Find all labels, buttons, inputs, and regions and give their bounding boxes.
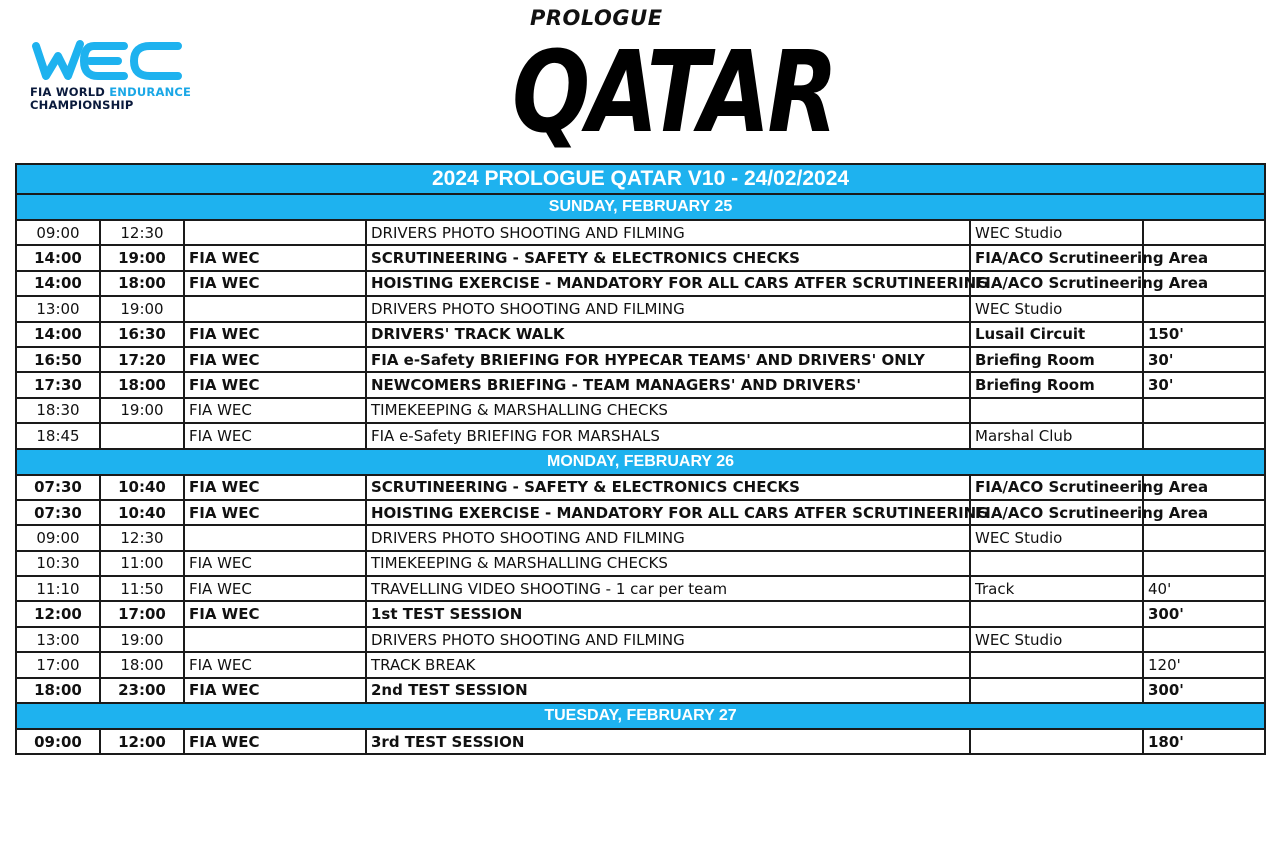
table-row: [16, 729, 1265, 754]
table-row: [16, 627, 1265, 652]
table-row: [16, 220, 1265, 245]
organizer-cell: FIA WEC: [184, 551, 366, 576]
organizer-cell: [184, 296, 366, 321]
start-time-cell: 09:00: [16, 220, 100, 245]
activity-cell: DRIVERS' TRACK WALK: [366, 322, 970, 347]
activity-cell: TRAVELLING VIDEO SHOOTING - 1 car per team: [366, 576, 970, 601]
organizer-cell: FIA WEC: [184, 475, 366, 500]
end-time-cell: 18:00: [100, 271, 184, 296]
end-time-cell: 12:00: [100, 729, 184, 754]
table-row: [16, 576, 1265, 601]
location-cell: WEC Studio: [970, 525, 1143, 550]
start-time-cell: 17:00: [16, 652, 100, 677]
activity-cell: TIMEKEEPING & MARSHALLING CHECKS: [366, 398, 970, 423]
start-time-cell: 16:50: [16, 347, 100, 372]
start-time-cell: 10:30: [16, 551, 100, 576]
organizer-cell: FIA WEC: [184, 423, 366, 448]
activity-cell: 1st TEST SESSION: [366, 601, 970, 626]
organizer-cell: [184, 627, 366, 652]
activity-cell: HOISTING EXERCISE - MANDATORY FOR ALL CARS ATFER SCRUTINEERING: [366, 271, 970, 296]
organizer-cell: FIA WEC: [184, 729, 366, 754]
location-cell: WEC Studio: [970, 220, 1143, 245]
table-row: [16, 601, 1265, 626]
start-time-cell: 07:30: [16, 500, 100, 525]
logo-line2: CHAMPIONSHIP: [30, 98, 134, 112]
table-row: [16, 423, 1265, 448]
start-time-cell: 13:00: [16, 296, 100, 321]
start-time-cell: 07:30: [16, 475, 100, 500]
activity-cell: DRIVERS PHOTO SHOOTING AND FILMING: [366, 627, 970, 652]
end-time-cell: 12:30: [100, 220, 184, 245]
location-cell: [970, 601, 1143, 626]
activity-cell: TRACK BREAK: [366, 652, 970, 677]
logo-text: WEC: [28, 23, 66, 40]
logo-caption: [30, 86, 191, 112]
table-row: [16, 245, 1265, 270]
activity-cell: FIA e-Safety BRIEFING FOR MARSHALS: [366, 423, 970, 448]
day-header: MONDAY, FEBRUARY 26: [16, 449, 1265, 475]
table-row: [16, 678, 1265, 703]
start-time-cell: 18:45: [16, 423, 100, 448]
organizer-cell: FIA WEC: [184, 678, 366, 703]
activity-cell: 2nd TEST SESSION: [366, 678, 970, 703]
duration-cell: [1143, 220, 1265, 245]
end-time-cell: 18:00: [100, 372, 184, 397]
table-row: [16, 652, 1265, 677]
start-time-cell: 09:00: [16, 525, 100, 550]
end-time-cell: 19:00: [100, 296, 184, 321]
duration-cell: [1143, 423, 1265, 448]
duration-cell: 300': [1143, 678, 1265, 703]
organizer-cell: [184, 220, 366, 245]
location-cell: [970, 551, 1143, 576]
duration-cell: [1143, 525, 1265, 550]
location-cell: Briefing Room: [970, 347, 1143, 372]
start-time-cell: 11:10: [16, 576, 100, 601]
end-time-cell: 18:00: [100, 652, 184, 677]
start-time-cell: 17:30: [16, 372, 100, 397]
duration-cell: 180': [1143, 729, 1265, 754]
table-row: [16, 372, 1265, 397]
activity-cell: NEWCOMERS BRIEFING - TEAM MANAGERS' AND DRIVERS': [366, 372, 970, 397]
day-header-row: [16, 449, 1265, 475]
end-time-cell: 10:40: [100, 500, 184, 525]
location-cell: Track: [970, 576, 1143, 601]
organizer-cell: [184, 525, 366, 550]
end-time-cell: 23:00: [100, 678, 184, 703]
organizer-cell: FIA WEC: [184, 500, 366, 525]
activity-cell: HOISTING EXERCISE - MANDATORY FOR ALL CARS ATFER SCRUTINEERING: [366, 500, 970, 525]
organizer-cell: FIA WEC: [184, 398, 366, 423]
duration-cell: 300': [1143, 601, 1265, 626]
event-subtitle: PROLOGUE: [530, 6, 663, 30]
duration-cell: 150': [1143, 322, 1265, 347]
activity-cell: 3rd TEST SESSION: [366, 729, 970, 754]
table-row: [16, 475, 1265, 500]
location-cell: FIA/ACO Scrutineering Area: [970, 271, 1143, 296]
location-cell: FIA/ACO Scrutineering Area: [970, 245, 1143, 270]
start-time-cell: 14:00: [16, 245, 100, 270]
location-cell: Briefing Room: [970, 372, 1143, 397]
start-time-cell: 18:30: [16, 398, 100, 423]
start-time-cell: 09:00: [16, 729, 100, 754]
day-header: TUESDAY, FEBRUARY 27: [16, 703, 1265, 729]
organizer-cell: FIA WEC: [184, 601, 366, 626]
location-cell: FIA/ACO Scrutineering Area: [970, 475, 1143, 500]
activity-cell: DRIVERS PHOTO SHOOTING AND FILMING: [366, 525, 970, 550]
table-row: [16, 551, 1265, 576]
location-cell: WEC Studio: [970, 296, 1143, 321]
end-time-cell: 11:00: [100, 551, 184, 576]
start-time-cell: 14:00: [16, 322, 100, 347]
table-row: [16, 398, 1265, 423]
table-row: [16, 322, 1265, 347]
location-cell: Marshal Club: [970, 423, 1143, 448]
end-time-cell: 17:20: [100, 347, 184, 372]
logo-line1-a: FIA WORLD: [30, 85, 106, 99]
day-header-row: [16, 703, 1265, 729]
activity-cell: FIA e-Safety BRIEFING FOR HYPECAR TEAMS' AND DRIVERS' ONLY: [366, 347, 970, 372]
location-cell: [970, 678, 1143, 703]
event-title: QATAR: [512, 27, 836, 158]
location-cell: FIA/ACO Scrutineering Area: [970, 500, 1143, 525]
duration-cell: 40': [1143, 576, 1265, 601]
location-cell: Lusail Circuit: [970, 322, 1143, 347]
location-cell: WEC Studio: [970, 627, 1143, 652]
schedule-table: [15, 163, 1266, 755]
organizer-cell: FIA WEC: [184, 576, 366, 601]
organizer-cell: FIA WEC: [184, 271, 366, 296]
day-header-row: [16, 194, 1265, 220]
duration-cell: 30': [1143, 372, 1265, 397]
table-row: [16, 271, 1265, 296]
organizer-cell: FIA WEC: [184, 372, 366, 397]
location-cell: [970, 652, 1143, 677]
activity-cell: TIMEKEEPING & MARSHALLING CHECKS: [366, 551, 970, 576]
activity-cell: DRIVERS PHOTO SHOOTING AND FILMING: [366, 220, 970, 245]
end-time-cell: 19:00: [100, 245, 184, 270]
organizer-cell: FIA WEC: [184, 652, 366, 677]
organizer-cell: FIA WEC: [184, 347, 366, 372]
table-row: [16, 525, 1265, 550]
duration-cell: [1143, 551, 1265, 576]
duration-cell: [1143, 627, 1265, 652]
location-cell: [970, 398, 1143, 423]
end-time-cell: 19:00: [100, 398, 184, 423]
activity-cell: DRIVERS PHOTO SHOOTING AND FILMING: [366, 296, 970, 321]
end-time-cell: 17:00: [100, 601, 184, 626]
logo-line1-b: ENDURANCE: [109, 85, 192, 99]
duration-cell: 120': [1143, 652, 1265, 677]
schedule-title: 2024 PROLOGUE QATAR V10 - 24/02/2024: [16, 164, 1265, 194]
end-time-cell: [100, 423, 184, 448]
duration-cell: [1143, 398, 1265, 423]
end-time-cell: 19:00: [100, 627, 184, 652]
organizer-cell: FIA WEC: [184, 322, 366, 347]
activity-cell: SCRUTINEERING - SAFETY & ELECTRONICS CHECKS: [366, 245, 970, 270]
day-header: SUNDAY, FEBRUARY 25: [16, 194, 1265, 220]
duration-cell: 30': [1143, 347, 1265, 372]
duration-cell: [1143, 296, 1265, 321]
table-row: [16, 296, 1265, 321]
end-time-cell: 11:50: [100, 576, 184, 601]
start-time-cell: 18:00: [16, 678, 100, 703]
schedule-title-row: [16, 164, 1265, 194]
table-row: [16, 500, 1265, 525]
start-time-cell: 12:00: [16, 601, 100, 626]
activity-cell: SCRUTINEERING - SAFETY & ELECTRONICS CHECKS: [366, 475, 970, 500]
organizer-cell: FIA WEC: [184, 245, 366, 270]
start-time-cell: 14:00: [16, 271, 100, 296]
table-row: [16, 347, 1265, 372]
end-time-cell: 16:30: [100, 322, 184, 347]
location-cell: [970, 729, 1143, 754]
end-time-cell: 10:40: [100, 475, 184, 500]
start-time-cell: 13:00: [16, 627, 100, 652]
end-time-cell: 12:30: [100, 525, 184, 550]
